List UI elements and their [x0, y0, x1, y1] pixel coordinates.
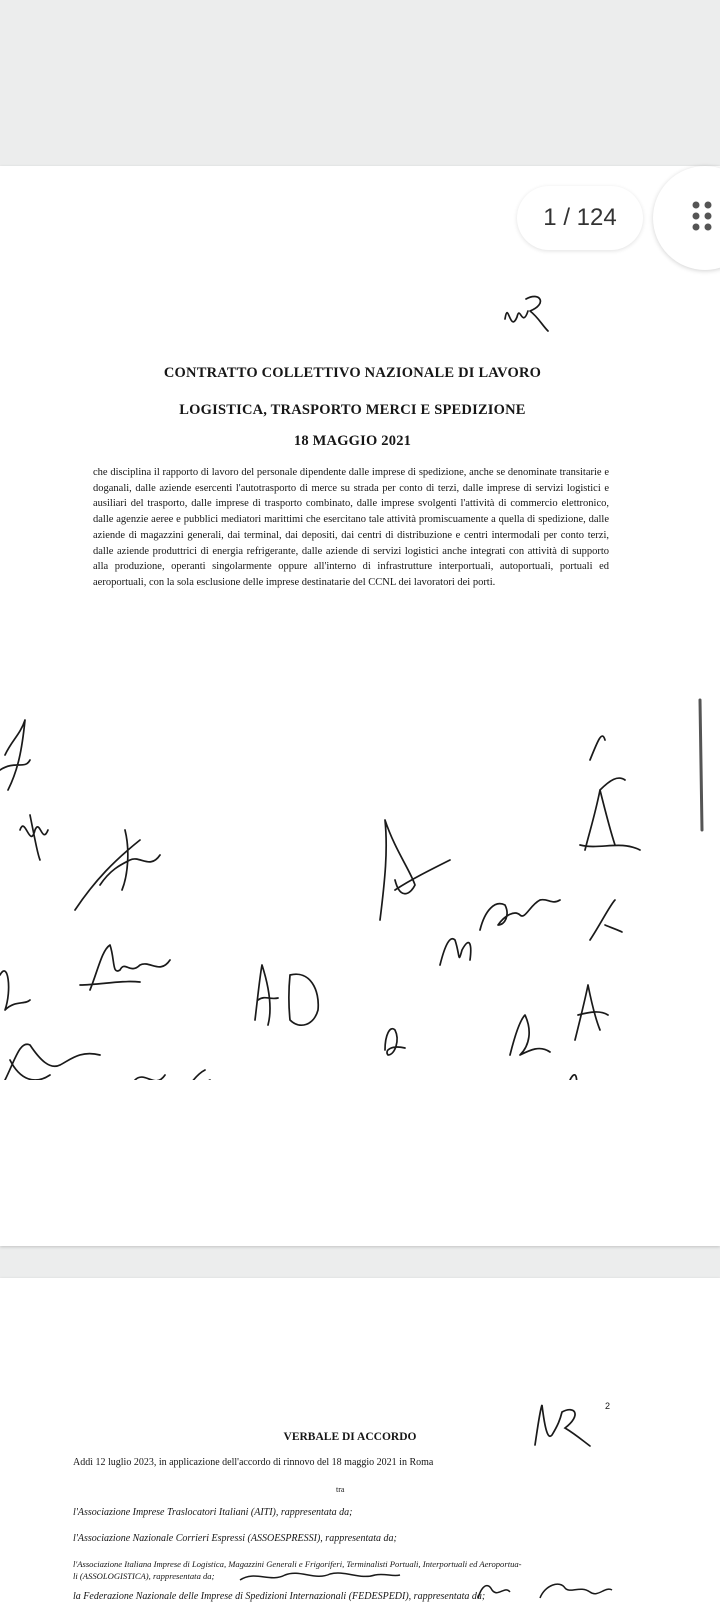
signature-13: [380, 820, 450, 920]
signature-18: [510, 1015, 550, 1055]
party-fedespedi: la Federazione Nazionale delle Imprese di Spedizioni Internazionali (FEDESPEDI), rappresentata da;: [73, 1591, 486, 1602]
signature-17: [590, 900, 622, 940]
page-number: 2: [605, 1401, 611, 1411]
signature-assologistica: [235, 1565, 405, 1587]
signature-20: [535, 1075, 600, 1080]
contract-subtitle: LOGISTICA, TRASPORTO MERCI E SPEDIZIONE: [179, 402, 526, 418]
party-assologistica-line1: l'Associazione Italiana Imprese di Logistica, Magazzini Generali e Frigoriferi, Terminalisti Portuali, Interportuali ed Aeroportua-: [73, 1559, 522, 1569]
signature-fedespedi: [470, 1580, 620, 1600]
party-aiti: l'Associazione Imprese Traslocatori Italiani (AITI), rappresentata da;: [73, 1507, 353, 1518]
margin-mark: [700, 700, 702, 830]
agreement-intro: Addì 12 luglio 2023, in applicazione dell'accordo di rinnovo del 18 maggio 2021 in Roma: [73, 1457, 434, 1468]
signature-7: [105, 1070, 210, 1080]
contract-scope-paragraph: che disciplina il rapporto di lavoro del personale dipendente dalle imprese di spedizione, anche se denominate transitarie e doganali, dalle aziende esercenti l'autotrasporto di merce su strada per conto di terzi, dalle imprese di servizi logistici e ausiliari del trasporto, dalle imprese di trasporto combinato, dalle imprese svolgenti l'attività di commercio elettronico, dalle agenzie aeree e pubblici mediatori marittimi che esercitano tale attività promiscuamente a quella di spedizione, dalle aziende di magazzini generali, dai terminal, dai depositi, dai centri di distribuzione e centri intermodali per conto terzi, dalle aziende produttrici di energia refrigerante, dalle aziende di servizi logistici anche integrati con attività di supporto alla produzione, operanti singolarmente oppure all'interno di infrastrutture interportuali, autoportuali, portuali ed aeroportuali, con la sola esclusione delle imprese destinatarie del CCNL dei lavoratori dei porti.: [93, 467, 609, 588]
signature-5: [0, 971, 30, 1010]
signature-2: [20, 815, 48, 860]
agreement-tra: tra: [336, 1485, 345, 1494]
party-assologistica-line2: li (ASSOLOGISTICA), rappresentata da;: [73, 1571, 215, 1581]
signature-1: [0, 720, 30, 790]
signature-15: [385, 1029, 405, 1055]
signature-16: [580, 736, 640, 850]
signature-4: [80, 945, 170, 990]
initials-signature-2: [520, 1390, 610, 1460]
signature-14: [440, 900, 560, 965]
contract-title: CONTRATTO COLLETTIVO NAZIONALE DI LAVORO: [163, 365, 542, 381]
initials-signature: [505, 296, 548, 331]
contract-date: 18 MAGGIO 2021: [293, 433, 412, 449]
party-assoespressi: l'Associazione Nazionale Corrieri Espressi (ASSOESPRESSI), rappresentata da;: [73, 1533, 397, 1544]
signature-6: [5, 1044, 100, 1080]
signature-19: [575, 985, 608, 1040]
signature-3: [75, 830, 160, 910]
page-counter: 1 / 124: [517, 186, 643, 250]
agreement-title: VERBALE DI ACCORDO: [283, 1431, 417, 1443]
signature-10: [255, 965, 318, 1025]
